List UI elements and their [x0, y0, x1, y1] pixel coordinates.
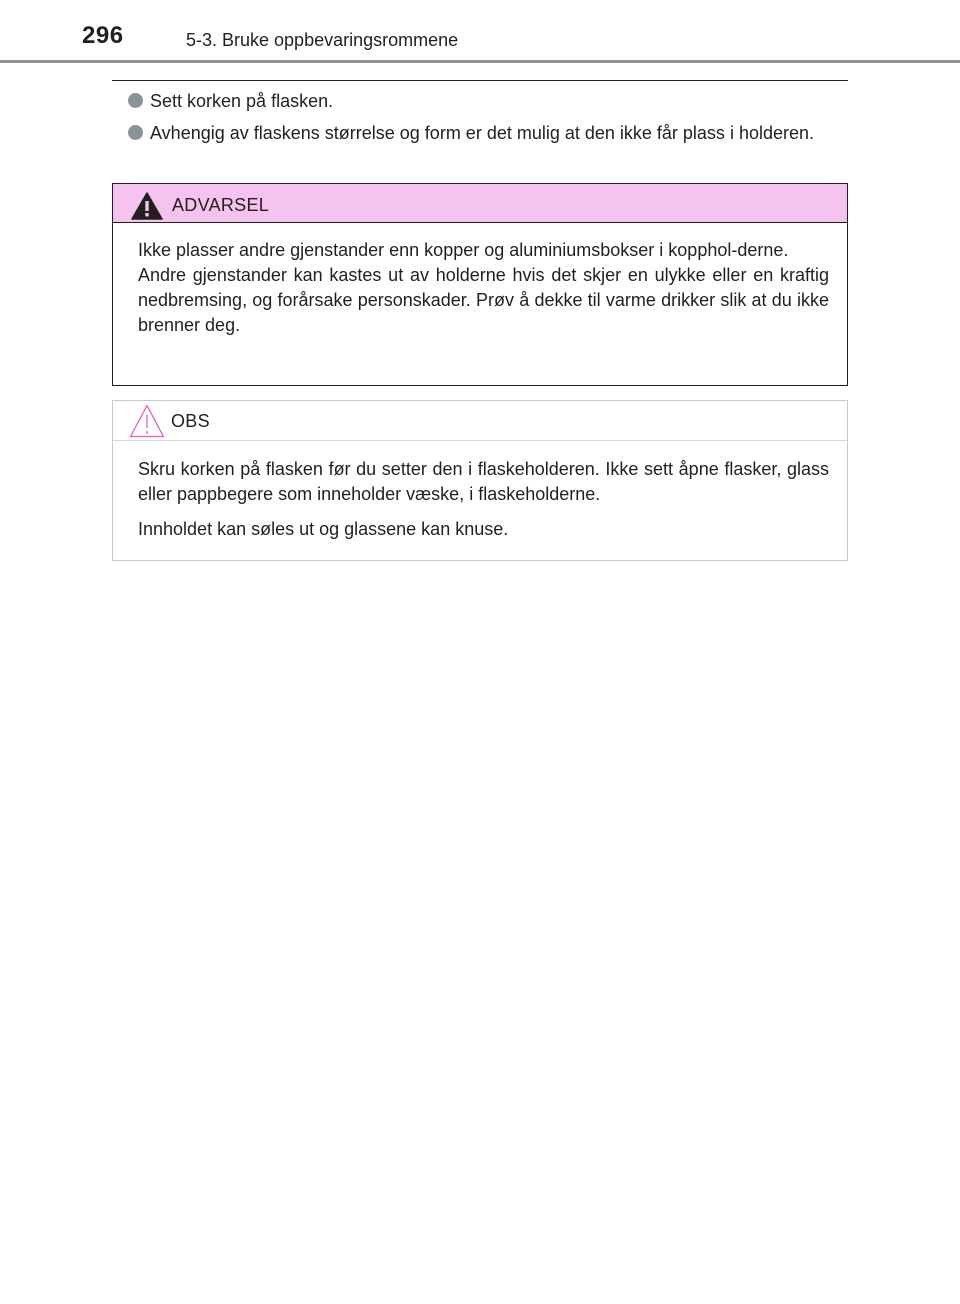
- content-divider: [112, 80, 848, 81]
- bullet-dot-icon: [128, 125, 143, 140]
- caution-text: Skru korken på flasken før du setter den i flaskeholderen. Ikke sett åpne flasker, glass eller pappbegere som inneholder væske, i flaskeholderne.: [138, 459, 829, 504]
- warning-body: [113, 223, 847, 338]
- warning-label: ADVARSEL: [172, 195, 270, 215]
- caution-body: [113, 441, 847, 542]
- list-item: [128, 90, 850, 112]
- caution-header: [113, 401, 847, 441]
- header-rule: [0, 60, 960, 63]
- bullet-text: Avhengig av flaskens størrelse og form er det mulig at den ikke får plass i holderen.: [150, 123, 814, 143]
- caution-text: Innholdet kan søles ut og glassene kan knuse.: [138, 519, 509, 539]
- bullet-dot-icon: [128, 93, 143, 108]
- warning-box: [112, 183, 848, 386]
- warning-text: Andre gjenstander kan kastes ut av holderne hvis det skjer en ulykke eller en kraftig nedbremsing, og forårsake personskader. Prøv å dekke til varme drikker slik at du ikke brenner deg.: [138, 265, 829, 335]
- list-item: [128, 122, 850, 144]
- caution-box: [112, 400, 848, 561]
- caution-triangle-icon: [129, 404, 165, 438]
- warning-triangle-icon: [131, 192, 163, 220]
- page-number: 296: [82, 22, 124, 49]
- bullet-text: Sett korken på flasken.: [150, 91, 334, 111]
- bullet-list: [128, 90, 850, 154]
- warning-text: Ikke plasser andre gjenstander enn kopper og aluminiumsbokser i kopphol-derne.: [138, 240, 789, 260]
- section-title: 5-3. Bruke oppbevaringsrommene: [186, 30, 459, 50]
- warning-header: [113, 184, 847, 223]
- caution-label: OBS: [171, 411, 210, 431]
- page-header: [0, 0, 960, 62]
